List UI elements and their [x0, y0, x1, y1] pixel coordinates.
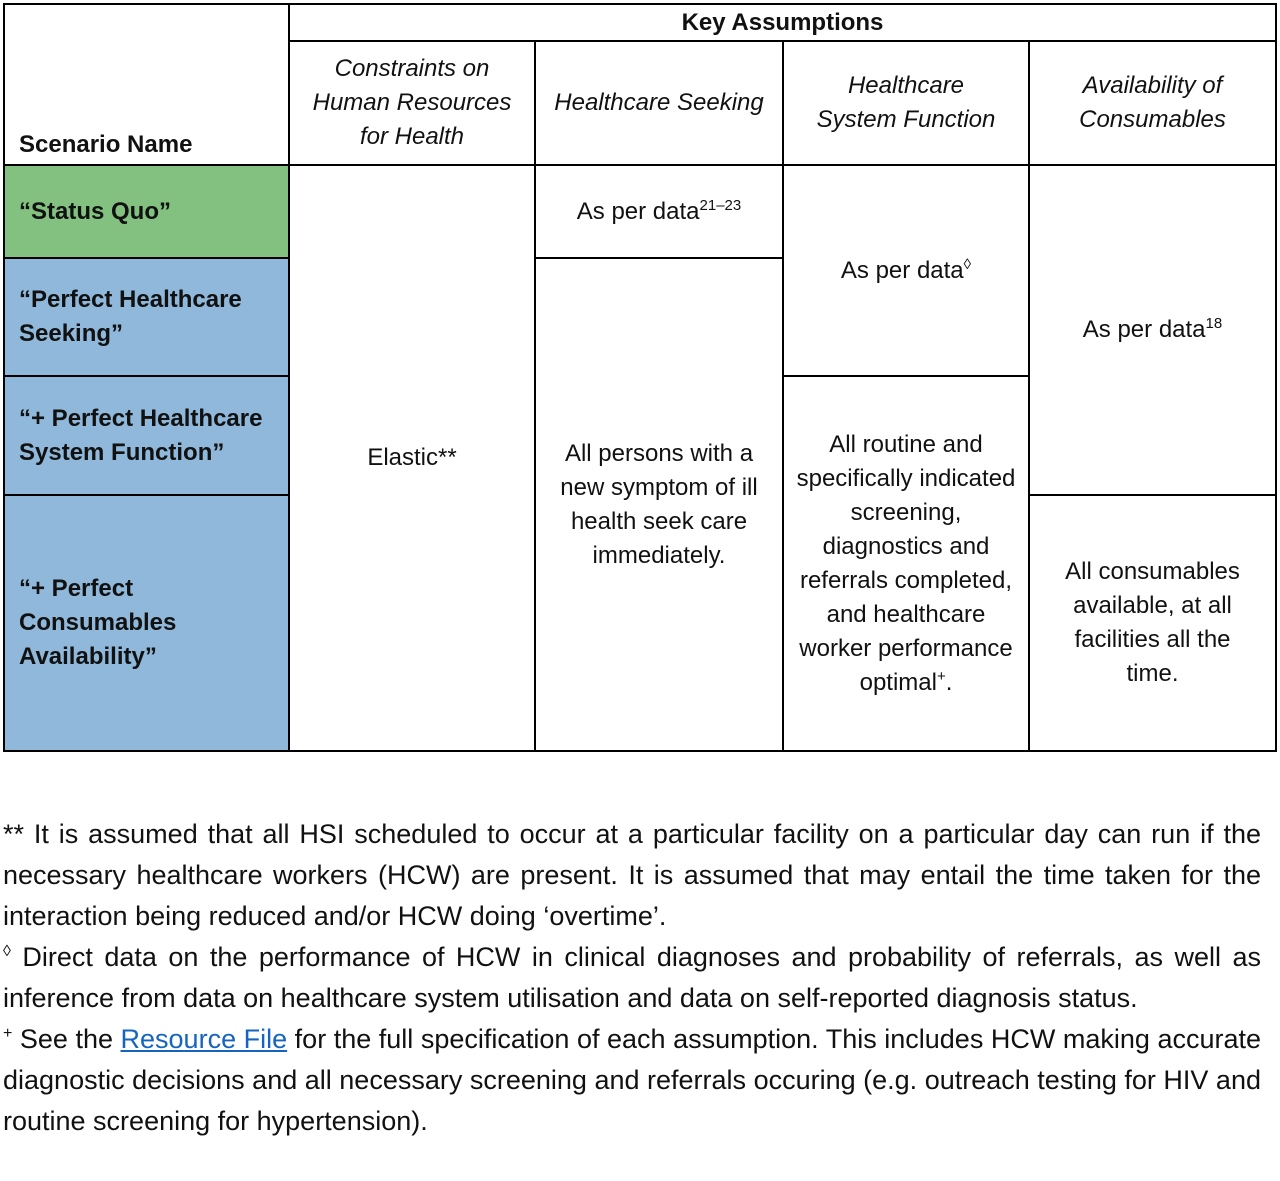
system-as-data-cell [782, 164, 1030, 377]
reference-superscript: 18 [1205, 315, 1223, 332]
consumables-as-data-cell [1028, 164, 1277, 496]
consumables-as-data-text: As per data$^{18}$ [1082, 315, 1223, 343]
hr-constraints-cell: Elastic** [288, 164, 536, 752]
column-header-consumables: Availability of Consumables [1028, 40, 1277, 166]
scenario-name-label: Scenario Name [19, 131, 193, 158]
footnote-elastic: ** It is assumed that all HSI scheduled to occur at a particular facility on a particular day can run if the necessary healthcare workers (HCW) are present. It is assumed that may entail the time taken for the interaction being reduced and/or HCW doing ‘overtime’. [3, 819, 1261, 931]
scenario-name-header [3, 3, 290, 166]
reference-superscript: + [936, 667, 946, 685]
footnote-mark: ◊ [3, 943, 11, 960]
footnote-direct-data: ◊ Direct data on the performance of HCW in clinical diagnoses and probability of referrals, as well as inference from data on healthcare system utilisation and data on self-reported diagnosis status. [3, 942, 1261, 1013]
resource-file-link[interactable]: Resource File [120, 1024, 288, 1054]
key-assumptions-label: Key Assumptions [681, 8, 884, 36]
seeking-status-quo-text: As per data$^{21-23}$ [576, 196, 742, 225]
reference-superscript: ◊ [963, 255, 972, 273]
column-header-hr-constraints: Constraints on Human Resources for Health [288, 40, 536, 166]
footnote-mark: ** [3, 819, 25, 849]
footnote-mark: + [3, 1025, 13, 1042]
seeking-perfect-cell: All persons with a new symptom of ill health seek care immediately. [534, 257, 784, 752]
footnote-resource-file: + See the Resource File for the full specification of each assumption. This includes HCW making accurate diagnostic decisions and all necessary screening and referrals occuring (e.g. outreach testing for HIV and routine screening for hypertension). [3, 1024, 1262, 1136]
scenario-perfect-consumables: “+ Perfect Consumables Availability” [3, 494, 290, 752]
scenario-status-quo: “Status Quo” [3, 164, 290, 259]
key-assumptions-header [288, 3, 1277, 42]
seeking-status-quo-cell [534, 164, 784, 259]
column-header-system-function: Healthcare System Function [782, 40, 1030, 166]
footnotes [3, 814, 1261, 1142]
consumables-perfect-cell: All consumables available, at all facilities all the time. [1028, 494, 1277, 752]
scenario-perfect-system-function: “+ Perfect Healthcare System Function” [3, 375, 290, 496]
reference-superscript: 21–23 [699, 196, 742, 214]
system-as-data-text: As per data◊ [840, 255, 972, 284]
column-header-healthcare-seeking: Healthcare Seeking [534, 40, 784, 166]
scenario-perfect-seeking: “Perfect Healthcare Seeking” [3, 257, 290, 377]
system-perfect-cell [782, 375, 1030, 752]
system-perfect-text: All routine and specifically indicated screening, diagnostics and referrals completed, and healthcare worker performance optimal+. [796, 430, 1016, 696]
